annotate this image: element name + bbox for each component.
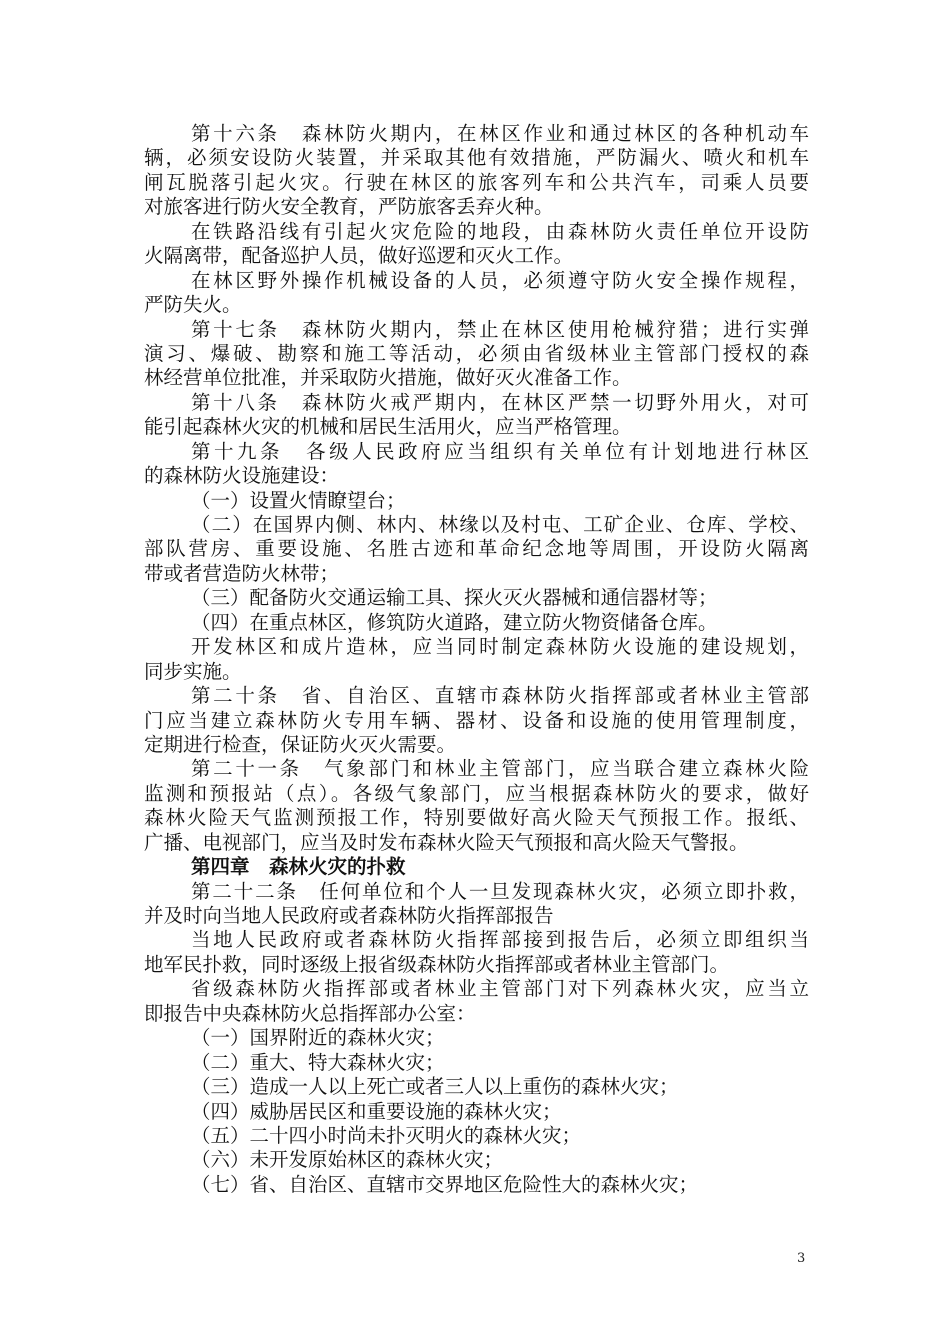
text-line: 同步实施。 (144, 659, 242, 683)
chapter-heading: 第四章 森林火灾的扑救 (191, 855, 406, 879)
text-line: 第十七条 森林防火期内，禁止在林区使用枪械狩猎；进行实弹 (191, 317, 809, 341)
text-line: （四）在重点林区，修筑防火道路，建立防火物资储备仓库。 (191, 610, 718, 634)
text-line: （五）二十四小时尚未扑灭明火的森林火灾； (191, 1123, 582, 1147)
text-line: （七）省、自治区、直辖市交界地区危险性大的森林火灾； (191, 1172, 699, 1196)
text-line: 的森林防火设施建设： (144, 464, 340, 488)
text-line: （六）未开发原始林区的森林火灾； (191, 1148, 504, 1172)
text-line: （四）威胁居民区和重要设施的森林火灾； (191, 1099, 562, 1123)
text-line: 演习、爆破、勘察和施工等活动，必须由省级林业主管部门授权的森 (144, 341, 809, 365)
text-line: 第十九条 各级人民政府应当组织有关单位有计划地进行林区 (191, 439, 809, 463)
text-line: 对旅客进行防火安全教育，严防旅客丢弃火种。 (144, 195, 554, 219)
text-line: （二）在国界内侧、林内、林缘以及村屯、工矿企业、仓库、学校、 (191, 513, 809, 536)
text-line: 在铁路沿线有引起火灾危险的地段，由森林防火责任单位开设防 (191, 219, 809, 243)
text-line: 能引起森林火灾的机械和居民生活用火，应当严格管理。 (144, 415, 632, 439)
text-line: （一）设置火情瞭望台； (191, 488, 406, 512)
text-line: （三）造成一人以上死亡或者三人以上重伤的森林火灾； (191, 1075, 679, 1099)
text-line: 森林火险天气监测预报工作，特别要做好高火险天气预报工作。报纸、 (144, 806, 809, 830)
text-line: 并及时向当地人民政府或者森林防火指挥部报告 (144, 904, 554, 927)
text-line: 部队营房、重要设施、名胜古迹和革命纪念地等周围，开设防火隔离 (144, 537, 809, 561)
text-line: 火隔离带，配备巡护人员，做好巡逻和灭火工作。 (144, 244, 574, 268)
text-line: 辆，必须安设防火装置，并采取其他有效措施，严防漏火、喷火和机车 (144, 146, 809, 170)
text-line: 开发林区和成片造林，应当同时制定森林防火设施的建设规划， (191, 635, 809, 659)
text-line: （三）配备防火交通运输工具、探火灭火器械和通信器材等； (191, 586, 718, 610)
text-line: （二）重大、特大森林火灾； (191, 1050, 445, 1074)
text-line: （一）国界附近的森林火灾； (191, 1026, 445, 1050)
text-line: 林经营单位批准，并采取防火措施，做好灭火准备工作。 (144, 366, 632, 390)
text-line: 第二十二条 任何单位和个人一旦发现森林火灾，必须立即扑救， (191, 879, 809, 903)
text-line: 第十八条 森林防火戒严期内，在林区严禁一切野外用火，对可 (191, 390, 809, 414)
text-line: 定期进行检查，保证防火灭火需要。 (144, 732, 457, 756)
text-line: 带或者营造防火林带； (144, 561, 340, 585)
text-line: 省级森林防火指挥部或者林业主管部门对下列森林火灾，应当立 (191, 977, 809, 1001)
text-line: 当地人民政府或者森林防火指挥部接到报告后，必须立即组织当 (191, 928, 809, 952)
text-line: 在林区野外操作机械设备的人员，必须遵守防火安全操作规程， (191, 268, 809, 292)
text-line: 第二十条 省、自治区、直辖市森林防火指挥部或者林业主管部 (191, 684, 809, 708)
text-line: 闸瓦脱落引起火灾。行驶在林区的旅客列车和公共汽车，司乘人员要 (144, 170, 809, 194)
text-line: 门应当建立森林防火专用车辆、器材、设备和设施的使用管理制度， (144, 708, 809, 732)
text-line: 第二十一条 气象部门和林业主管部门，应当联合建立森林火险 (191, 757, 809, 781)
text-line: 第十六条 森林防火期内，在林区作业和通过林区的各种机动车 (191, 122, 809, 145)
text-line: 监测和预报站（点）。各级气象部门，应当根据森林防火的要求，做好 (144, 781, 809, 805)
document-body (144, 122, 809, 1197)
text-line: 广播、电视部门，应当及时发布森林火险天气预报和高火险天气警报。 (144, 830, 749, 854)
text-line: 地军民扑救，同时逐级上报省级森林防火指挥部或者林业主管部门。 (144, 952, 730, 976)
text-line: 即报告中央森林防火总指挥部办公室： (144, 1001, 476, 1025)
text-line: 严防失火。 (144, 293, 242, 317)
page-number: 3 (797, 1251, 806, 1266)
